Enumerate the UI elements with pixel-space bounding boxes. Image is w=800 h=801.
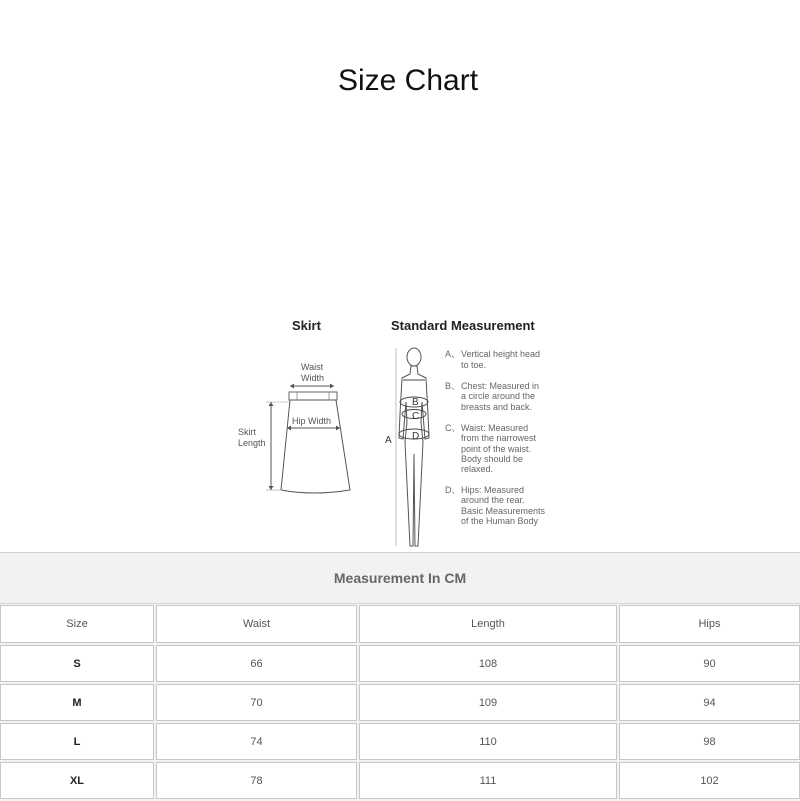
size-table [0, 552, 800, 801]
row-s-hips: 90 [619, 645, 800, 682]
note-c-line: relaxed. [461, 464, 494, 474]
row-m-size: M [0, 684, 154, 721]
note-c-line: point of the waist. [461, 444, 532, 454]
row-xl-waist: 78 [156, 762, 357, 799]
marker-d: D [412, 431, 420, 442]
row-m-waist: 70 [156, 684, 357, 721]
marker-c: C [412, 411, 420, 422]
note-b-line: a circle around the [461, 391, 536, 401]
note-a-line: to toe. [461, 360, 487, 370]
note-b-key: B、 [445, 381, 461, 391]
note-d-key: D、 [445, 485, 461, 495]
header-size: Size [0, 605, 154, 643]
body-figure [399, 348, 429, 546]
row-xl-hips: 102 [619, 762, 800, 799]
skirt-heading: Skirt [292, 318, 321, 333]
row-s-length: 108 [359, 645, 617, 682]
note-d-line: of the Human Body [461, 516, 539, 526]
note-a-key: A、 [445, 349, 461, 359]
row-l-hips: 98 [619, 723, 800, 760]
header-length: Length [359, 605, 617, 643]
note-d-line: around the rear. [461, 495, 525, 505]
waist-width-label-1: Waist [301, 362, 324, 372]
row-l-length: 110 [359, 723, 617, 760]
skirt-waistband [289, 392, 337, 400]
note-c-line: Body should be [461, 454, 524, 464]
note-b-line: Chest: Measured in [461, 381, 540, 391]
hip-width-label: Hip Width [292, 416, 332, 426]
note-d-line: Hips: Measured [461, 485, 525, 495]
skirt-outline [281, 400, 350, 493]
page-title: Size Chart [337, 64, 479, 97]
marker-a: A [385, 435, 392, 446]
note-c-line: from the narrowest [461, 433, 537, 443]
note-b-line: breasts and back. [461, 402, 533, 412]
skirt-length-label-2: Length [238, 438, 266, 448]
note-a-line: Vertical height head [461, 349, 541, 359]
size-table-grid [0, 604, 800, 801]
note-c-line: Waist: Measured [461, 423, 529, 433]
waist-width-label-2: Width [301, 373, 325, 383]
row-m-length: 109 [359, 684, 617, 721]
row-xl-size: XL [0, 762, 154, 799]
header-hips: Hips [619, 605, 800, 643]
row-l-waist: 74 [156, 723, 357, 760]
note-d-line: Basic Measurements [461, 506, 546, 516]
measurement-diagram-svg [234, 314, 564, 550]
header-waist: Waist [156, 605, 357, 643]
table-caption: Measurement In CM [0, 553, 800, 604]
skirt-length-label-1: Skirt [238, 427, 256, 437]
row-xl-length: 111 [359, 762, 617, 799]
row-l-size: L [0, 723, 154, 760]
note-c-key: C、 [445, 423, 461, 433]
marker-b: B [412, 397, 419, 408]
row-s-waist: 66 [156, 645, 357, 682]
measurement-diagram [234, 314, 564, 550]
row-s-size: S [0, 645, 154, 682]
standard-measurement-heading: Standard Measurement [391, 318, 535, 333]
row-m-hips: 94 [619, 684, 800, 721]
